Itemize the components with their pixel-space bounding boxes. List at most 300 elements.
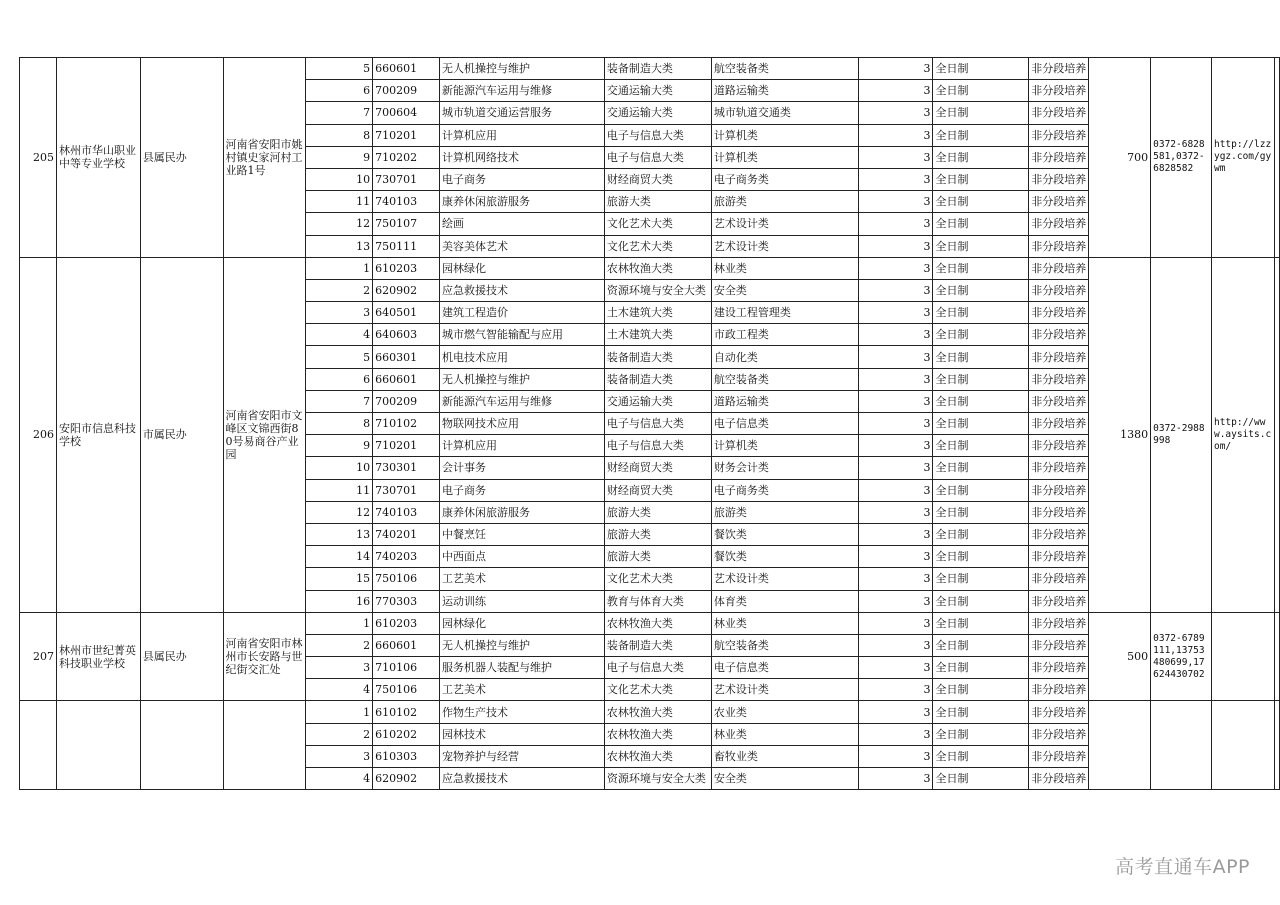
major-code-cell: 710102 — [373, 413, 440, 435]
training-mode-cell: 非分段培养 — [1029, 701, 1089, 723]
major-name-cell: 城市轨道交通运营服务 — [440, 102, 605, 124]
phone-cell: 0372-6789111,13753480699,17624430702 — [1151, 612, 1212, 701]
major-name-cell: 新能源汽车运用与维修 — [440, 80, 605, 102]
table-row — [20, 257, 1280, 279]
school-name-cell: 林州市世纪菁英科技职业学校 — [56, 612, 140, 701]
major-code-cell: 610303 — [373, 745, 440, 767]
duration-cell: 3 — [858, 168, 933, 190]
major-name-cell: 工艺美术 — [440, 679, 605, 701]
seq-cell: 2 — [306, 279, 373, 301]
seq-cell: 9 — [306, 435, 373, 457]
training-mode-cell: 非分段培养 — [1029, 257, 1089, 279]
school-name-cell: 安阳市信息科技学校 — [56, 257, 140, 612]
major-class-cell: 林业类 — [711, 723, 858, 745]
major-category-cell: 旅游大类 — [604, 546, 711, 568]
table-row — [20, 701, 1280, 723]
major-class-cell: 航空装备类 — [711, 58, 858, 80]
major-class-cell: 旅游类 — [711, 501, 858, 523]
major-code-cell: 660601 — [373, 368, 440, 390]
major-code-cell: 610203 — [373, 257, 440, 279]
major-code-cell: 660601 — [373, 634, 440, 656]
study-mode-cell: 全日制 — [933, 546, 1029, 568]
major-category-cell: 电子与信息大类 — [604, 435, 711, 457]
duration-cell: 3 — [858, 701, 933, 723]
major-class-cell: 航空装备类 — [711, 368, 858, 390]
enrollment-quota-cell — [1089, 701, 1151, 790]
school-number-cell — [20, 701, 57, 790]
duration-cell: 3 — [858, 58, 933, 80]
study-mode-cell: 全日制 — [933, 146, 1029, 168]
duration-cell: 3 — [858, 235, 933, 257]
major-name-cell: 宠物养护与经营 — [440, 745, 605, 767]
major-category-cell: 电子与信息大类 — [604, 146, 711, 168]
major-code-cell: 640603 — [373, 324, 440, 346]
duration-cell: 3 — [858, 723, 933, 745]
duration-cell: 3 — [858, 679, 933, 701]
training-mode-cell: 非分段培养 — [1029, 146, 1089, 168]
study-mode-cell: 全日制 — [933, 368, 1029, 390]
table-row — [20, 58, 1280, 80]
school-address-cell — [223, 701, 306, 790]
major-class-cell: 餐饮类 — [711, 523, 858, 545]
study-mode-cell: 全日制 — [933, 590, 1029, 612]
major-class-cell: 计算机类 — [711, 124, 858, 146]
major-code-cell: 740103 — [373, 501, 440, 523]
major-name-cell: 无人机操控与维护 — [440, 58, 605, 80]
major-name-cell: 绘画 — [440, 213, 605, 235]
seq-cell: 8 — [306, 124, 373, 146]
major-category-cell: 农林牧渔大类 — [604, 745, 711, 767]
major-code-cell: 710201 — [373, 435, 440, 457]
seq-cell: 2 — [306, 634, 373, 656]
training-mode-cell: 非分段培养 — [1029, 657, 1089, 679]
remarks-cell — [1275, 612, 1280, 701]
major-class-cell: 安全类 — [711, 768, 858, 790]
duration-cell: 3 — [858, 302, 933, 324]
training-mode-cell: 非分段培养 — [1029, 80, 1089, 102]
seq-cell: 7 — [306, 390, 373, 412]
training-mode-cell: 非分段培养 — [1029, 279, 1089, 301]
study-mode-cell: 全日制 — [933, 612, 1029, 634]
duration-cell: 3 — [858, 146, 933, 168]
major-code-cell: 730701 — [373, 479, 440, 501]
training-mode-cell: 非分段培养 — [1029, 368, 1089, 390]
major-category-cell: 旅游大类 — [604, 191, 711, 213]
major-category-cell: 文化艺术大类 — [604, 679, 711, 701]
training-mode-cell: 非分段培养 — [1029, 124, 1089, 146]
enrollment-quota-cell: 700 — [1089, 58, 1151, 258]
school-type-cell: 县属民办 — [140, 612, 223, 701]
major-code-cell: 740203 — [373, 546, 440, 568]
remarks-cell — [1275, 58, 1280, 258]
duration-cell: 3 — [858, 124, 933, 146]
study-mode-cell: 全日制 — [933, 124, 1029, 146]
major-name-cell: 园林技术 — [440, 723, 605, 745]
major-code-cell: 710202 — [373, 146, 440, 168]
major-name-cell: 中西面点 — [440, 546, 605, 568]
training-mode-cell: 非分段培养 — [1029, 324, 1089, 346]
training-mode-cell: 非分段培养 — [1029, 102, 1089, 124]
major-code-cell: 750107 — [373, 213, 440, 235]
training-mode-cell: 非分段培养 — [1029, 568, 1089, 590]
major-class-cell: 艺术设计类 — [711, 568, 858, 590]
major-name-cell: 中餐烹饪 — [440, 523, 605, 545]
website-cell — [1211, 701, 1274, 790]
major-category-cell: 交通运输大类 — [604, 102, 711, 124]
major-category-cell: 文化艺术大类 — [604, 235, 711, 257]
major-category-cell: 财经商贸大类 — [604, 479, 711, 501]
major-name-cell: 新能源汽车运用与维修 — [440, 390, 605, 412]
school-address-cell: 河南省安阳市文峰区文锦西街80号易商谷产业园 — [223, 257, 306, 612]
remarks-cell — [1275, 257, 1280, 612]
study-mode-cell: 全日制 — [933, 302, 1029, 324]
study-mode-cell: 全日制 — [933, 435, 1029, 457]
enrollment-table — [19, 57, 1280, 790]
training-mode-cell: 非分段培养 — [1029, 634, 1089, 656]
major-code-cell: 620902 — [373, 279, 440, 301]
training-mode-cell: 非分段培养 — [1029, 523, 1089, 545]
seq-cell: 3 — [306, 302, 373, 324]
major-category-cell: 文化艺术大类 — [604, 213, 711, 235]
training-mode-cell: 非分段培养 — [1029, 679, 1089, 701]
seq-cell: 13 — [306, 235, 373, 257]
study-mode-cell: 全日制 — [933, 701, 1029, 723]
major-name-cell: 机电技术应用 — [440, 346, 605, 368]
major-class-cell: 计算机类 — [711, 146, 858, 168]
major-name-cell: 无人机操控与维护 — [440, 634, 605, 656]
seq-cell: 10 — [306, 168, 373, 190]
major-name-cell: 康养休闲旅游服务 — [440, 501, 605, 523]
major-code-cell: 770303 — [373, 590, 440, 612]
training-mode-cell: 非分段培养 — [1029, 590, 1089, 612]
study-mode-cell: 全日制 — [933, 191, 1029, 213]
major-code-cell: 700209 — [373, 390, 440, 412]
major-class-cell: 餐饮类 — [711, 546, 858, 568]
seq-cell: 11 — [306, 191, 373, 213]
major-code-cell: 750106 — [373, 679, 440, 701]
major-code-cell: 750111 — [373, 235, 440, 257]
major-name-cell: 建筑工程造价 — [440, 302, 605, 324]
study-mode-cell: 全日制 — [933, 80, 1029, 102]
phone-cell — [1151, 701, 1212, 790]
duration-cell: 3 — [858, 657, 933, 679]
seq-cell: 4 — [306, 768, 373, 790]
major-code-cell: 740103 — [373, 191, 440, 213]
major-class-cell: 旅游类 — [711, 191, 858, 213]
major-name-cell: 城市燃气智能输配与应用 — [440, 324, 605, 346]
major-category-cell: 农林牧渔大类 — [604, 257, 711, 279]
major-name-cell: 会计事务 — [440, 457, 605, 479]
major-class-cell: 道路运输类 — [711, 80, 858, 102]
duration-cell: 3 — [858, 546, 933, 568]
study-mode-cell: 全日制 — [933, 457, 1029, 479]
school-address-cell: 河南省安阳市姚村镇史家河村工业路1号 — [223, 58, 306, 258]
duration-cell: 3 — [858, 102, 933, 124]
major-category-cell: 交通运输大类 — [604, 80, 711, 102]
study-mode-cell: 全日制 — [933, 346, 1029, 368]
seq-cell: 1 — [306, 701, 373, 723]
major-category-cell: 农林牧渔大类 — [604, 612, 711, 634]
seq-cell: 8 — [306, 413, 373, 435]
study-mode-cell: 全日制 — [933, 413, 1029, 435]
duration-cell: 3 — [858, 413, 933, 435]
training-mode-cell: 非分段培养 — [1029, 435, 1089, 457]
major-name-cell: 应急救援技术 — [440, 279, 605, 301]
major-category-cell: 电子与信息大类 — [604, 657, 711, 679]
major-category-cell: 资源环境与安全大类 — [604, 768, 711, 790]
study-mode-cell: 全日制 — [933, 479, 1029, 501]
phone-cell: 0372-2988998 — [1151, 257, 1212, 612]
study-mode-cell: 全日制 — [933, 58, 1029, 80]
duration-cell: 3 — [858, 390, 933, 412]
major-name-cell: 美容美体艺术 — [440, 235, 605, 257]
study-mode-cell: 全日制 — [933, 634, 1029, 656]
school-address-cell: 河南省安阳市林州市长安路与世纪街交汇处 — [223, 612, 306, 701]
study-mode-cell: 全日制 — [933, 657, 1029, 679]
major-category-cell: 土木建筑大类 — [604, 302, 711, 324]
major-class-cell: 畜牧业类 — [711, 745, 858, 767]
school-number-cell: 206 — [20, 257, 57, 612]
study-mode-cell: 全日制 — [933, 324, 1029, 346]
major-code-cell: 700604 — [373, 102, 440, 124]
duration-cell: 3 — [858, 479, 933, 501]
seq-cell: 1 — [306, 612, 373, 634]
study-mode-cell: 全日制 — [933, 168, 1029, 190]
seq-cell: 4 — [306, 324, 373, 346]
study-mode-cell: 全日制 — [933, 279, 1029, 301]
training-mode-cell: 非分段培养 — [1029, 58, 1089, 80]
major-code-cell: 700209 — [373, 80, 440, 102]
major-class-cell: 道路运输类 — [711, 390, 858, 412]
major-category-cell: 财经商贸大类 — [604, 457, 711, 479]
major-code-cell: 610203 — [373, 612, 440, 634]
study-mode-cell: 全日制 — [933, 745, 1029, 767]
major-class-cell: 计算机类 — [711, 435, 858, 457]
enrollment-quota-cell: 500 — [1089, 612, 1151, 701]
duration-cell: 3 — [858, 324, 933, 346]
seq-cell: 3 — [306, 657, 373, 679]
duration-cell: 3 — [858, 612, 933, 634]
seq-cell: 3 — [306, 745, 373, 767]
duration-cell: 3 — [858, 457, 933, 479]
major-name-cell: 运动训练 — [440, 590, 605, 612]
major-code-cell: 660301 — [373, 346, 440, 368]
duration-cell: 3 — [858, 634, 933, 656]
seq-cell: 1 — [306, 257, 373, 279]
website-cell: http://www.aysits.com/ — [1211, 257, 1274, 612]
study-mode-cell: 全日制 — [933, 390, 1029, 412]
remarks-cell — [1275, 701, 1280, 790]
major-name-cell: 物联网技术应用 — [440, 413, 605, 435]
training-mode-cell: 非分段培养 — [1029, 213, 1089, 235]
major-category-cell: 财经商贸大类 — [604, 168, 711, 190]
seq-cell: 6 — [306, 368, 373, 390]
major-class-cell: 电子商务类 — [711, 479, 858, 501]
major-code-cell: 710201 — [373, 124, 440, 146]
school-type-cell — [140, 701, 223, 790]
major-code-cell: 740201 — [373, 523, 440, 545]
duration-cell: 3 — [858, 213, 933, 235]
enrollment-quota-cell: 1380 — [1089, 257, 1151, 612]
major-category-cell: 电子与信息大类 — [604, 124, 711, 146]
major-name-cell: 应急救援技术 — [440, 768, 605, 790]
major-category-cell: 旅游大类 — [604, 501, 711, 523]
major-name-cell: 服务机器人装配与维护 — [440, 657, 605, 679]
seq-cell: 12 — [306, 501, 373, 523]
seq-cell: 2 — [306, 723, 373, 745]
major-name-cell: 计算机应用 — [440, 435, 605, 457]
seq-cell: 10 — [306, 457, 373, 479]
major-class-cell: 林业类 — [711, 612, 858, 634]
major-category-cell: 交通运输大类 — [604, 390, 711, 412]
major-code-cell: 610102 — [373, 701, 440, 723]
major-class-cell: 艺术设计类 — [711, 679, 858, 701]
training-mode-cell: 非分段培养 — [1029, 723, 1089, 745]
seq-cell: 13 — [306, 523, 373, 545]
school-number-cell: 205 — [20, 58, 57, 258]
major-class-cell: 电子商务类 — [711, 168, 858, 190]
training-mode-cell: 非分段培养 — [1029, 346, 1089, 368]
major-code-cell: 660601 — [373, 58, 440, 80]
study-mode-cell: 全日制 — [933, 102, 1029, 124]
duration-cell: 3 — [858, 435, 933, 457]
study-mode-cell: 全日制 — [933, 501, 1029, 523]
major-name-cell: 康养休闲旅游服务 — [440, 191, 605, 213]
major-class-cell: 市政工程类 — [711, 324, 858, 346]
major-class-cell: 自动化类 — [711, 346, 858, 368]
duration-cell: 3 — [858, 80, 933, 102]
major-code-cell: 750106 — [373, 568, 440, 590]
duration-cell: 3 — [858, 768, 933, 790]
major-class-cell: 电子信息类 — [711, 413, 858, 435]
phone-cell: 0372-6828581,0372-6828582 — [1151, 58, 1212, 258]
study-mode-cell: 全日制 — [933, 235, 1029, 257]
training-mode-cell: 非分段培养 — [1029, 745, 1089, 767]
enrollment-table-body — [20, 58, 1280, 790]
major-name-cell: 园林绿化 — [440, 612, 605, 634]
duration-cell: 3 — [858, 590, 933, 612]
school-name-cell: 林州市华山职业中等专业学校 — [56, 58, 140, 258]
major-class-cell: 建设工程管理类 — [711, 302, 858, 324]
major-code-cell: 640501 — [373, 302, 440, 324]
major-code-cell: 620902 — [373, 768, 440, 790]
major-class-cell: 艺术设计类 — [711, 235, 858, 257]
duration-cell: 3 — [858, 279, 933, 301]
school-type-cell: 县属民办 — [140, 58, 223, 258]
major-name-cell: 无人机操控与维护 — [440, 368, 605, 390]
study-mode-cell: 全日制 — [933, 568, 1029, 590]
duration-cell: 3 — [858, 346, 933, 368]
major-category-cell: 文化艺术大类 — [604, 568, 711, 590]
major-category-cell: 旅游大类 — [604, 523, 711, 545]
training-mode-cell: 非分段培养 — [1029, 191, 1089, 213]
table-row — [20, 612, 1280, 634]
major-name-cell: 工艺美术 — [440, 568, 605, 590]
major-name-cell: 电子商务 — [440, 479, 605, 501]
school-number-cell: 207 — [20, 612, 57, 701]
training-mode-cell: 非分段培养 — [1029, 546, 1089, 568]
major-name-cell: 电子商务 — [440, 168, 605, 190]
training-mode-cell: 非分段培养 — [1029, 168, 1089, 190]
training-mode-cell: 非分段培养 — [1029, 235, 1089, 257]
major-name-cell: 园林绿化 — [440, 257, 605, 279]
duration-cell: 3 — [858, 523, 933, 545]
duration-cell: 3 — [858, 257, 933, 279]
seq-cell: 16 — [306, 590, 373, 612]
website-cell — [1211, 612, 1274, 701]
study-mode-cell: 全日制 — [933, 679, 1029, 701]
study-mode-cell: 全日制 — [933, 768, 1029, 790]
major-class-cell: 航空装备类 — [711, 634, 858, 656]
major-class-cell: 城市轨道交通类 — [711, 102, 858, 124]
study-mode-cell: 全日制 — [933, 257, 1029, 279]
duration-cell: 3 — [858, 368, 933, 390]
major-class-cell: 林业类 — [711, 257, 858, 279]
major-code-cell: 610202 — [373, 723, 440, 745]
seq-cell: 14 — [306, 546, 373, 568]
major-class-cell: 农业类 — [711, 701, 858, 723]
major-category-cell: 农林牧渔大类 — [604, 723, 711, 745]
seq-cell: 15 — [306, 568, 373, 590]
major-name-cell: 计算机网络技术 — [440, 146, 605, 168]
major-code-cell: 730701 — [373, 168, 440, 190]
major-code-cell: 710106 — [373, 657, 440, 679]
watermark: 高考直通车APP — [1115, 856, 1250, 878]
seq-cell: 9 — [306, 146, 373, 168]
study-mode-cell: 全日制 — [933, 723, 1029, 745]
study-mode-cell: 全日制 — [933, 523, 1029, 545]
major-category-cell: 装备制造大类 — [604, 58, 711, 80]
training-mode-cell: 非分段培养 — [1029, 612, 1089, 634]
training-mode-cell: 非分段培养 — [1029, 390, 1089, 412]
major-class-cell: 体育类 — [711, 590, 858, 612]
major-name-cell: 作物生产技术 — [440, 701, 605, 723]
major-category-cell: 电子与信息大类 — [604, 413, 711, 435]
training-mode-cell: 非分段培养 — [1029, 457, 1089, 479]
major-name-cell: 计算机应用 — [440, 124, 605, 146]
major-class-cell: 艺术设计类 — [711, 213, 858, 235]
major-class-cell: 电子信息类 — [711, 657, 858, 679]
duration-cell: 3 — [858, 568, 933, 590]
study-mode-cell: 全日制 — [933, 213, 1029, 235]
website-cell: http://lzzygz.com/gywm — [1211, 58, 1274, 258]
school-name-cell — [56, 701, 140, 790]
training-mode-cell: 非分段培养 — [1029, 302, 1089, 324]
training-mode-cell: 非分段培养 — [1029, 413, 1089, 435]
seq-cell: 11 — [306, 479, 373, 501]
major-category-cell: 资源环境与安全大类 — [604, 279, 711, 301]
major-class-cell: 安全类 — [711, 279, 858, 301]
major-category-cell: 土木建筑大类 — [604, 324, 711, 346]
seq-cell: 6 — [306, 80, 373, 102]
major-class-cell: 财务会计类 — [711, 457, 858, 479]
major-category-cell: 农林牧渔大类 — [604, 701, 711, 723]
seq-cell: 12 — [306, 213, 373, 235]
major-code-cell: 730301 — [373, 457, 440, 479]
training-mode-cell: 非分段培养 — [1029, 501, 1089, 523]
major-category-cell: 装备制造大类 — [604, 368, 711, 390]
training-mode-cell: 非分段培养 — [1029, 479, 1089, 501]
school-type-cell: 市属民办 — [140, 257, 223, 612]
duration-cell: 3 — [858, 191, 933, 213]
seq-cell: 5 — [306, 58, 373, 80]
seq-cell: 7 — [306, 102, 373, 124]
seq-cell: 4 — [306, 679, 373, 701]
training-mode-cell: 非分段培养 — [1029, 768, 1089, 790]
major-category-cell: 装备制造大类 — [604, 634, 711, 656]
major-category-cell: 教育与体育大类 — [604, 590, 711, 612]
major-category-cell: 装备制造大类 — [604, 346, 711, 368]
